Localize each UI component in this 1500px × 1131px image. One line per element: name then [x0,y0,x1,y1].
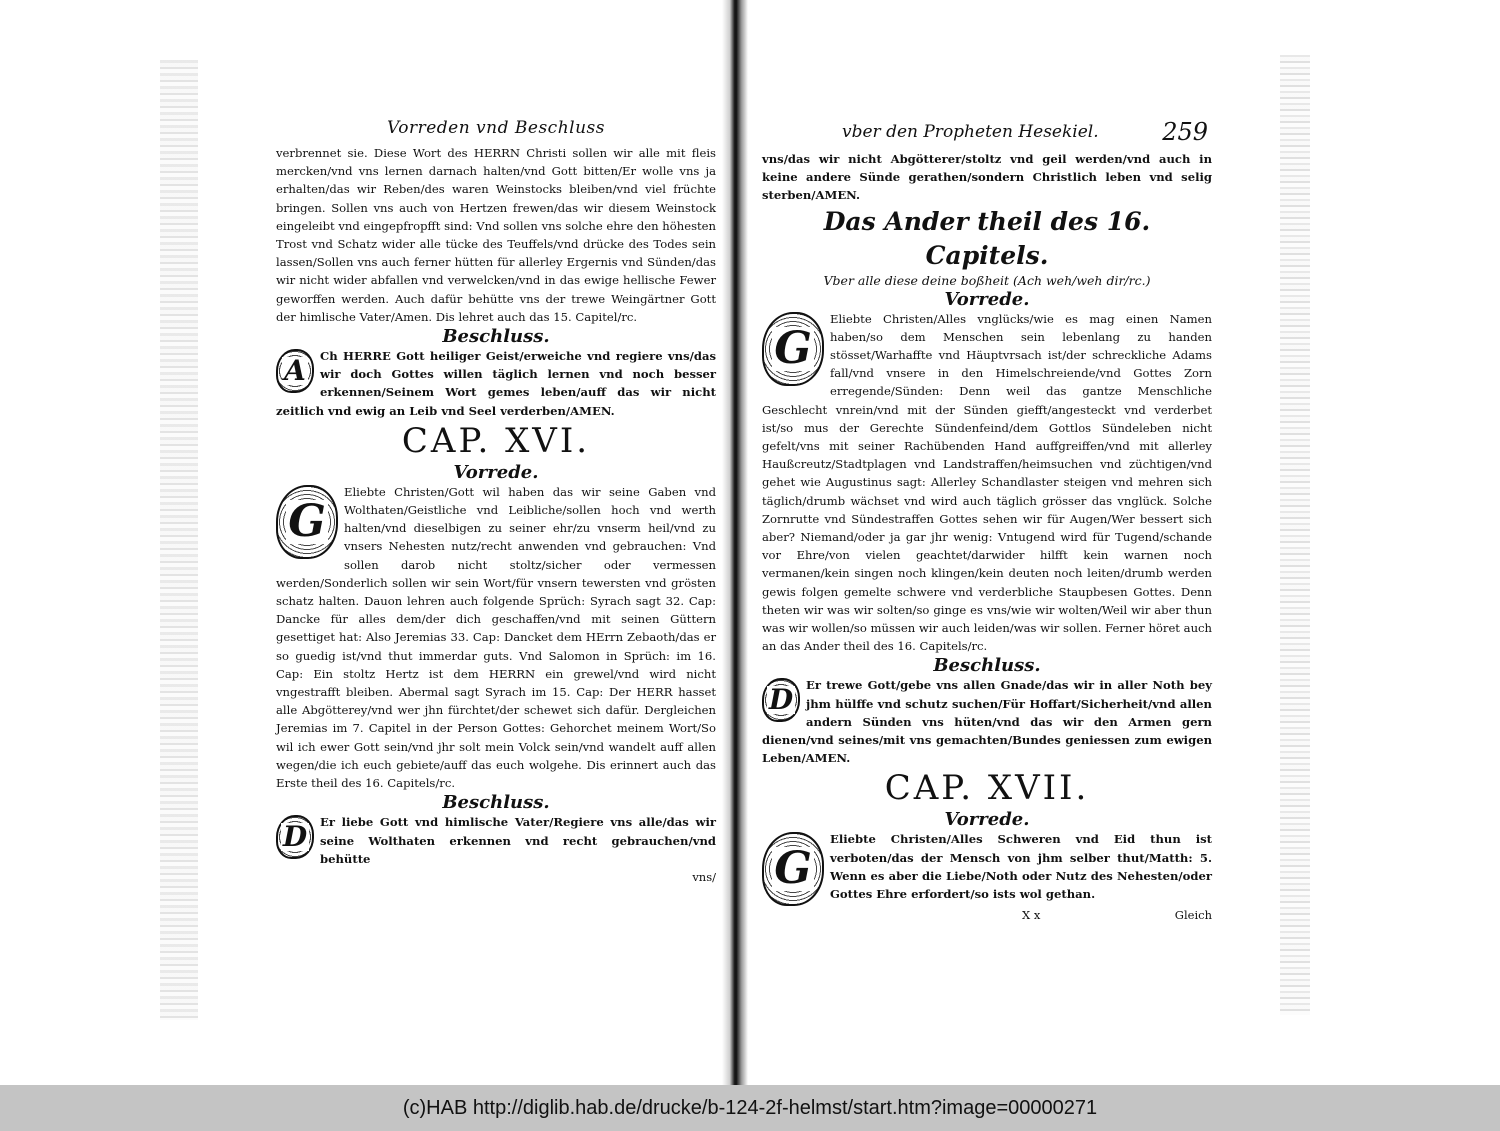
signature-mark: X x [1022,908,1041,923]
right-vorrede-1-heading: Vorrede. [944,288,1030,310]
decorated-initial-a: A [276,349,314,393]
footer-text: (c)HAB http://diglib.hab.de/drucke/b-124-2f-helmst/start.htm?image=00000271 [402,1096,1098,1119]
decorated-initial-g: G [762,312,824,386]
left-catchword: vns/ [692,869,716,884]
right-vorrede-1 [762,310,1212,656]
left-page [276,118,716,886]
right-chapter-title: CAP. XVII. [884,768,1090,809]
right-page-edge [1280,55,1310,1015]
right-running-head: vber den Propheten Hesekiel. [842,122,1099,142]
left-beschluss-2-heading: Beschluss. [442,792,550,814]
decorated-initial-g: G [276,485,338,559]
decorated-initial-d: D [276,815,314,859]
right-vorrede-2-heading: Vorrede. [944,809,1030,831]
page-number: 259 [1162,118,1208,146]
right-page [762,118,1212,924]
decorated-initial-d: D [762,678,800,722]
left-beschluss-2-text: Er liebe Gott vnd himlische Vater/Regiere vns alle/das wir seine Wolthaten erkennen vnd recht gebrauchen/vnd behütte [320,815,716,866]
right-paragraph-1: vns/das wir nicht Abgötterer/stoltz vnd geil werden/vnd auch in keine andere Sünde gerathen/sondern Christlich leben vnd selig sterben/AMEN. [762,152,1212,203]
left-beschluss-1-text: Ch HERRE Gott heiliger Geist/erweiche vnd regiere vns/das wir doch Gottes willen täglich lernen vnd noch besser erkennen/Seinem Wort gemes leben/auff das wir nicht zeitlich vnd ewig an Leib vnd Seel verderben/AMEN. [276,349,716,418]
left-page-edge [160,60,198,1020]
copyright-footer [0,1085,1500,1131]
left-vorrede-text: Eliebte Christen/Gott wil haben das wir seine Gaben vnd Wolthaten/Geistliche vnd Leibliche/sollen hoch vnd werth halten/vnd dieselbigen zu seiner ehr/zu vnserm heil/vnd zu vnsers Nehesten nutz/recht anwenden vnd gebrauchen: Vnd sollen darob nicht stoltz/sicher oder vermessen werden/Sonderlich sollen wir sein Wort/für vnsern tewersten vnd grösten schatz halten. Dauon lehren auch folgende Sprüch: Syrach sagt 32. Cap: Dancke für alles dem/der dich geschaffen/vnd mit seinen Güttern gesettiget hat: Also Jeremias 33. Cap: Dancket dem HErrn Zebaoth/das er so guedig ist/vnd thut immerdar guts. Vnd Salomon in Sprüch: im 16. Cap: Ein stoltz Hertz ist dem HERRN ein grewel/vnd wird nicht vngestrafft bleiben. Abermal sagt Syrach im 15. Cap: Der HERR hasset alle Abgötterey/vnd wer jhn fürchtet/der schewet sich dafür. Dergleichen Jeremias im 7. Capitel in der Person Gottes: Gehorchet meinem Wort/So wil ich ewer Gott sein/vnd jhr solt mein Volck sein/vnd wandelt auff allen wegen/die ich euch gebiete/auff das euch wolgehe. Dis erinnert auch das Erste theil des 16. Capitels/rc. [276,484,716,791]
left-chapter-title: CAP. XVI. [401,420,591,461]
right-vorrede-2 [762,830,1212,906]
left-beschluss-1 [276,347,716,420]
left-running-head: Vorreden vnd Beschluss [387,118,605,138]
right-catchword: Gleich [1174,908,1212,923]
left-vorrede [276,483,716,792]
left-beschluss-1-heading: Beschluss. [442,326,550,348]
right-beschluss-text: Er trewe Gott/gebe vns allen Gnade/das wir in aller Noth bey jhm hülffe vnd schutz suchen/Für Hoffart/Sicherheit/vnd allen andern Sünden vns hüten/vnd das wir den Armen gern dienen/vnd seines/mit vns gemachten/Bundes geniessen zum ewigen Leben/AMEN. [762,678,1212,766]
right-beschluss [762,676,1212,767]
left-beschluss-2 [276,813,716,868]
right-beschluss-heading: Beschluss. [933,655,1041,677]
left-vorrede-heading: Vorrede. [453,461,539,483]
book-gutter [722,0,748,1085]
right-section-title: Das Ander theil des 16. Capitels. [823,206,1151,270]
left-paragraph-1: verbrennet sie. Diese Wort des HERRN Christi sollen wir alle mit fleis mercken/vnd vns lernen darnach halten/vnd Gott bitten/Er wolle vns ja erhalten/das wir Reben/des waren Weinstocks bleiben/vnd viel früchte bringen. Sollen vns auch von Hertzen frewen/das wir diesem Weinstock eingeleibt vnd eingepfropfft sind: Vnd sollen vns solche ehre den höhesten Trost vnd Schatz wider alle tücke des Teuffels/vnd drücke des Todes sein lassen/Sollen vns auch ferner hütten für allerley Ergernis vnd Sünden/das wir nicht wider abfallen vnd verwelcken/vnd in das ewige hellische Fewer geworffen werden. Auch dafür behütte vns der trewe Weingärtner Gott der himlische Vater/Amen. Dis lehret auch das 15. Capitel/rc. [276,146,716,324]
right-catch-line [762,906,1212,924]
decorated-initial-g: G [762,832,824,906]
right-section-subtitle: Vber alle diese deine boßheit (Ach weh/weh dir/rc.) [823,272,1151,288]
right-running-head-row [762,118,1212,150]
right-vorrede-1-text: Eliebte Christen/Alles vnglücks/wie es mag einen Namen haben/so dem Menschen sein lebenlang zu handen stösset/Warhaffte vnd Häuptvrsach ist/der schreckliche Adams fall/vnd vnsere in den Himelschreiende/vnd Gottes Zorn erregende/Sünden: Denn weil das gantze Menschliche Geschlecht vnrein/vnd mit der Sünden giefft/angesteckt vnd verderbet ist/so mus der Gerechte Sündenfeind/dem Gottlos Sündeleben nicht gefelt/vns mit seiner Rachübenden Hand auffgreiffen/vnd mit allerley Haußcreutz/Stadtplagen vnd Landstraffen/heimsuchen vnd züchtigen/vnd gehet wie Augustinus sagt: Allerley Schandlaster steigen vnd mehren sich täglich/drumb wächset vnd wird auch täglich grösser das vnglück. Solche Zornrutte vnd Sündestraffen Gottes sehen wir für Augen/Wer bessert sich aber? Niemand/oder ja gar jhr wenig: Vntugend wird für Tugend/schande vor Ehre/von vielen geachtet/darwider hilfft kein warnen noch vermanen/kein singen noch klingen/kein deuten noch leiten/drumb werden gewis folgen gemelte schwere vnd verderbliche Staupbesen Gottes. Denn theten wir was wir solten/so ginge es vns/wie wir wolten/Weil wir aber thun was wir wollen/so müssen wir auch leiden/was wir sollen. Ferner höret auch an das Ander theil des 16. Capitels/rc. [762,311,1212,654]
right-vorrede-2-text: Eliebte Christen/Alles Schweren vnd Eid thun ist verboten/das der Mensch von jhm selber thut/Matth: 5. Wenn es aber die Liebe/Noth oder Nutz des Nehesten/oder Gottes Ehre erfordert/so ists wol gethan. [830,832,1212,902]
